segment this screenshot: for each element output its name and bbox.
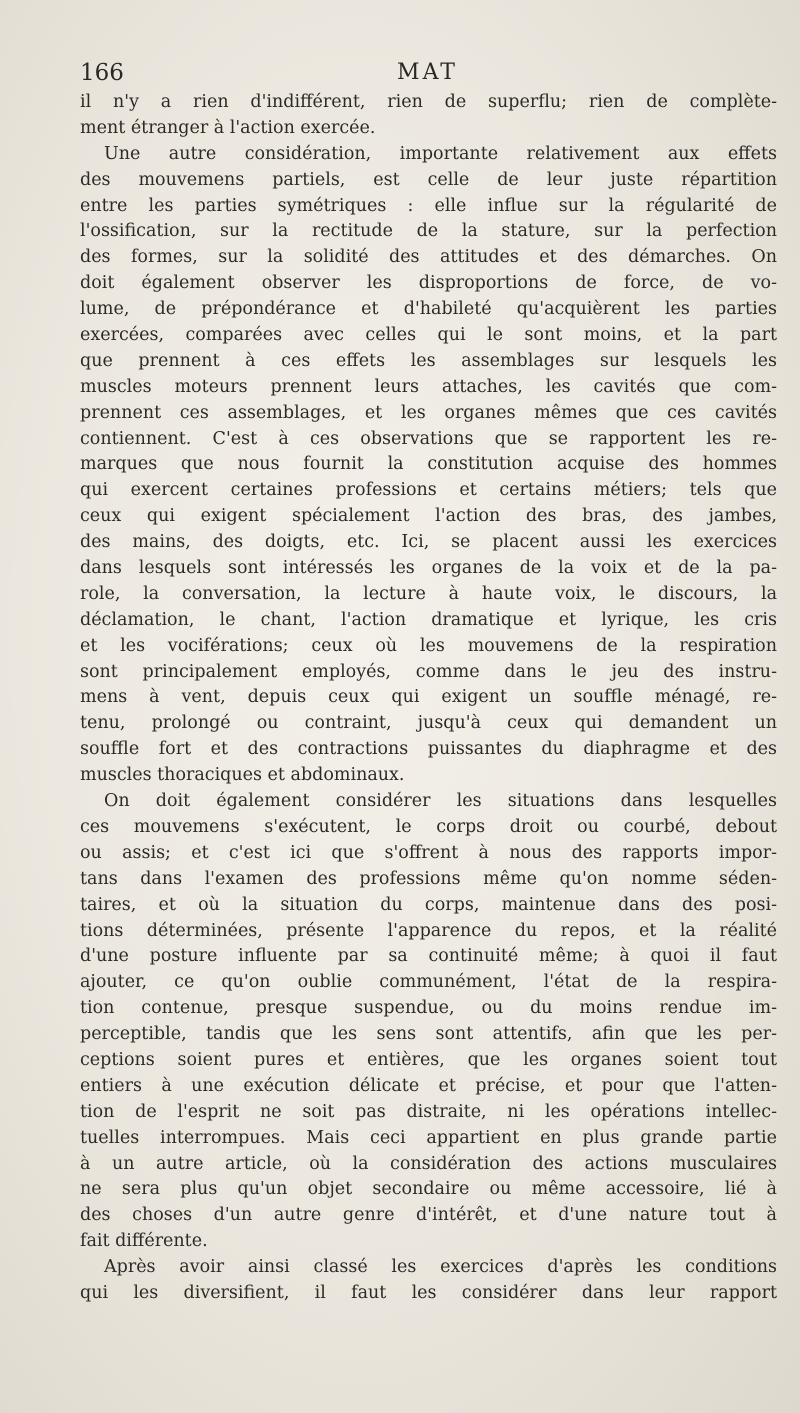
text-line: l'ossification, sur la rectitude de la stature, sur la perfection (80, 221, 777, 242)
text-line: ajouter, ce qu'on oublie communément, l'état de la respira- (80, 972, 777, 993)
text-line: entiers à une exécution délicate et précise, et pour que l'atten- (80, 1075, 777, 1096)
text-line: ces mouvemens s'exécutent, le corps droit ou courbé, debout (80, 816, 777, 837)
text-line: Après avoir ainsi classé les exercices d'après les conditions (104, 1257, 777, 1278)
text-line: déclamation, le chant, l'action dramatique et lyrique, les cris (80, 609, 777, 630)
text-line: ne sera plus qu'un objet secondaire ou même accessoire, lié à (80, 1179, 777, 1200)
text-line: muscles thoraciques et abdominaux. (80, 765, 405, 786)
text-line: On doit également considérer les situations dans lesquelles (104, 791, 777, 812)
text-line: perceptible, tandis que les sens sont attentifs, afin que les per- (80, 1024, 777, 1045)
text-line: des mouvemens partiels, est celle de leur juste répartition (80, 169, 777, 190)
page-number: 166 (80, 60, 124, 86)
text-line: tion contenue, presque suspendue, ou du moins rendue im- (80, 998, 777, 1019)
paragraph (80, 90, 777, 142)
text-line: mens à vent, depuis ceux qui exigent un souffle ménagé, re- (80, 687, 777, 708)
text-line: d'une posture influente par sa continuité même; à quoi il faut (80, 946, 777, 967)
text-line: fait différente. (80, 1231, 208, 1252)
text-line: tenu, prolongé ou contraint, jusqu'à ceux qui demandent un (80, 713, 777, 734)
text-line: entre les parties symétriques : elle influe sur la régularité de (80, 195, 777, 216)
text-line: à un autre article, où la considération des actions musculaires (80, 1153, 777, 1174)
text-line: tans dans l'examen des professions même qu'on nomme séden- (80, 868, 777, 889)
text-line: ment étranger à l'action exercée. (80, 117, 376, 138)
text-line: ceux qui exigent spécialement l'action des bras, des jambes, (80, 506, 777, 527)
text-line: souffle fort et des contractions puissantes du diaphragme et des (80, 739, 777, 760)
text-line: muscles moteurs prennent leurs attaches, les cavités que com- (80, 376, 777, 397)
running-head: MAT (397, 60, 458, 85)
text-line: il n'y a rien d'indifférent, rien de superflu; rien de complète- (80, 92, 777, 112)
text-line: dans lesquels sont intéressés les organes de la voix et de la pa- (80, 558, 777, 579)
text-line: et les vociférations; ceux où les mouvemens de la respiration (80, 635, 777, 656)
text-line: marques que nous fournit la constitution acquise des hommes (80, 454, 777, 475)
text-line: Une autre considération, importante relativement aux effets (104, 143, 777, 164)
text-line: tuelles interrompues. Mais ceci appartient en plus grande partie (80, 1127, 777, 1148)
text-line: taires, et où la situation du corps, maintenue dans des posi- (80, 894, 777, 915)
text-line: tions déterminées, présente l'apparence du repos, et la réalité (80, 920, 777, 941)
text-line: que prennent à ces effets les assemblages sur lesquels les (80, 350, 777, 371)
text-line: ceptions soient pures et entières, que les organes soient tout (80, 1049, 777, 1070)
text-line: lume, de prépondérance et d'habileté qu'acquièrent les parties (80, 299, 777, 320)
paragraph (80, 789, 777, 1255)
text-line: tion de l'esprit ne soit pas distraite, ni les opérations intellec- (80, 1101, 777, 1122)
text-line: exercées, comparées avec celles qui le sont moins, et la part (80, 325, 777, 346)
text-line: des formes, sur la solidité des attitudes et des démarches. On (80, 247, 777, 268)
text-line: prennent ces assemblages, et les organes mêmes que ces cavités (80, 402, 777, 423)
text-line: qui les diversifient, il faut les considérer dans leur rapport (80, 1282, 777, 1303)
body-text (80, 90, 777, 1307)
text-line: role, la conversation, la lecture à haute voix, le discours, la (80, 583, 777, 604)
text-line: sont principalement employés, comme dans le jeu des instru- (80, 661, 777, 682)
page-header (80, 60, 775, 92)
text-line: ou assis; et c'est ici que s'offrent à nous des rapports impor- (80, 842, 777, 863)
text-line: contiennent. C'est à ces observations que se rapportent les re- (80, 428, 777, 449)
paragraph (80, 1255, 777, 1307)
text-line: qui exercent certaines professions et certains métiers; tels que (80, 480, 777, 501)
text-line: des choses d'un autre genre d'intérêt, et d'une nature tout à (80, 1205, 777, 1226)
text-line: des mains, des doigts, etc. Ici, se placent aussi les exercices (80, 532, 777, 553)
text-line: doit également observer les disproportions de force, de vo- (80, 273, 777, 294)
paragraph (80, 142, 777, 789)
